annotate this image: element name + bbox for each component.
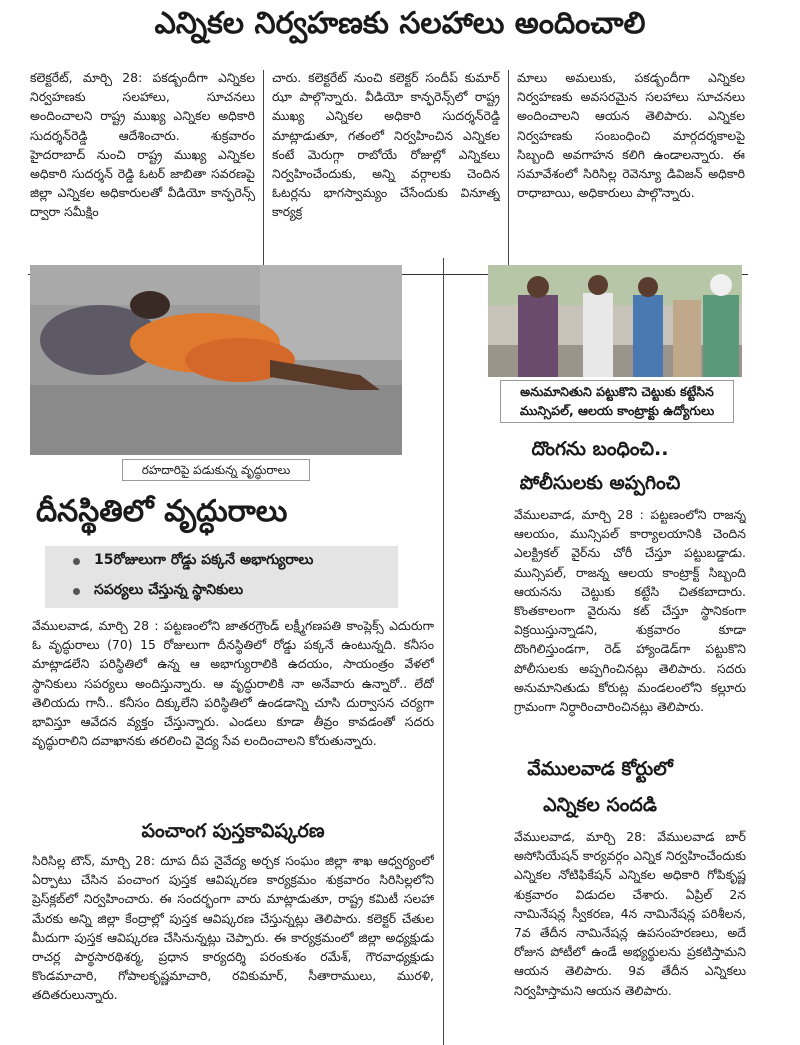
top-story-column-1 (30, 68, 255, 268)
top-story-column-2 (272, 68, 500, 268)
photo-caption-line: అనుమానితుని పట్టుకొని చెట్టుకు కట్టేసిన (520, 384, 714, 399)
top-story-column-3 (517, 68, 745, 268)
top-story-text-2: చారు. కలెక్టరేట్ నుంచి కలెక్టర్ సందీప్ కుమార్ ఝా పాల్గొన్నారు. వీడియో కాన్ఫరెన్స్‌లో రాష్ట్ర ముఖ్య ఎన్నికల అధికారి సుదర్శన్‌రెడ్డి మాట్లాడుతూ, గతంలో నిర్వహించిన ఎన్నికల కంటే మెరుగ్గా రాబోయే రోజుల్లో ఎన్నికలు నిర్వహించేందుకు, అన్ని వర్గాలకు చెందిన ఓటర్లను భాగస్వామ్యం చేసేందుకు వినూత్న కార్యక్ర (272, 70, 500, 220)
photo-illustration (30, 265, 402, 455)
top-story-text-3: మాలు అమలుకు, పకడ్బందీగా ఎన్నికల నిర్వహణకు అవసరమైన సలహాలు సూచనలు అందించాలని ఆయన తెలిపారు. ఎన్నికల నిర్వహణకు సంబంధించి మార్గదర్శకాలపై సిబ్బంది అవగాహన కలిగి ఉండాలన్నారు. ఈ సమావేశంలో సిరిసిల్ల రెవెన్యూ డివిజన్ అధికారి రాధాబాయి, అధికారులు పాల్గొన్నారు. (517, 70, 745, 201)
story-title: వేములవాడ కోర్టులో (527, 758, 673, 780)
group-of-men-photo (488, 265, 742, 377)
column-divider (443, 258, 444, 1045)
bullet-icon (73, 588, 80, 595)
photo-illustration (488, 265, 742, 377)
story-text: వేములవాడ, మార్చి 28 : పట్టణంలోని జాతరగ్రౌండ్ లక్ష్మీగణపతి కాంప్లెక్స్ ఎదురుగా ఓ వృద్ధురాలు (70) 15 రోజులుగా దీనస్థితిలో రోడ్డు పక్కనే ఉంటున్నది. కనీసం మాట్లాడలేని పరిస్థితిలో ఉన్న ఆ అభాగ్యురాలికి ఉదయం, సాయంత్రం వేళలో స్థానికులు సపర్యలు అందిస్తున్నారు. ఆ వృద్ధురాలికి నా అనేవారు ఉన్నారో.. లేదో తెలియదు గానీ.. కనీసం దిక్కులేని పరిస్థితిలో ఉండడాన్ని చూసి దుర్వాసన చర్యగా భావిస్తూ ఆవేదన వ్యక్తం చేస్తున్నారు. ఎండలు కూడా తీవ్రం కావడంతో సదరు వృద్ధురాలిని దవాఖానకు తరలించి వైద్య సేవ లందించాలని కోరుతున్నారు. (32, 618, 434, 749)
story-title: దొంగను బంధించి.. (531, 438, 669, 460)
story-text: వేములవాడ, మార్చి 28: వేములవాడ బార్ అసోసియేషన్ కార్యవర్గం ఎన్నిక నిర్వహించేందుకు ఎన్నికల నోటిఫికేషన్ ఎన్నికల అధికారి గోపికృష్ణ శుక్రవారం విడుదల చేశారు. ఏప్రిల్ 2న నామినేషన్ల స్వీకరణ, 4న నామినేషన్ల పరిశీలన, 7వ తేదీన నామినేషన్ల ఉపసంహరణలు, అదే రోజున పోటీలో ఉండే అభ్యర్థులను ప్రకటిస్తామని ఆయన తెలిపారు. 9వ తేదీన ఎన్నికలు నిర్వహిస్తామని ఆయన తెలిపారు. (514, 829, 746, 998)
story-title: ఎన్నికల సందడి (543, 794, 657, 816)
story-body (514, 505, 746, 745)
photo-caption: రహదారిపై పడుకున్న వృద్ధురాలు (122, 459, 310, 481)
highlight-text: 15రోజులుగా రోడ్డు పక్కనే అభాగ్యురాలు (94, 551, 314, 568)
top-story-text-1: కలెక్టరేట్, మార్చి 28: పకడ్బందీగా ఎన్నికల నిర్వహణకు సలహాలు, సూచనలు అందించాలని రాష్ట్ర ముఖ్య ఎన్నికల అధికారి సుదర్శన్‌రెడ్డి ఆదేశించారు. శుక్రవారం హైదరాబాద్ నుంచి రాష్ట్ర ముఖ్య ఎన్నికల అధికారి సుదర్శన్ రెడ్డి ఓటర్ జాబితా సవరణపై జిల్లా ఎన్నికల అధికారులతో వీడియో కాన్ఫరెన్స్ ద్వారా సమీక్షిం (30, 70, 255, 220)
column-divider (508, 70, 509, 266)
highlight-item (45, 546, 398, 576)
sub-story-body (32, 851, 434, 1045)
sub-story-title: పంచాంగ పుస్తకావిష్కరణ (141, 820, 325, 842)
story-title: దీనస్థితిలో వృద్ధురాలు (36, 494, 288, 529)
elderly-woman-photo (30, 265, 402, 455)
photo-caption (500, 380, 734, 423)
column-divider (263, 70, 264, 266)
highlights-box (45, 546, 398, 608)
story-body (514, 827, 746, 1045)
bullet-icon (73, 558, 80, 565)
photo-caption-line: మున్సిపల్, ఆలయ కాంట్రాక్టు ఉద్యోగులు (519, 403, 715, 418)
sub-story-text: సిరిసిల్ల టౌన్, మార్చి 28: దూప దీప నైవేద్య అర్చక సంఘం జిల్లా శాఖ ఆధ్వర్యంలో ఏర్పాటు చేసిన పంచాంగ పుస్తక ఆవిష్కరణ కార్యక్రమం శుక్రవారం సిరిసిల్లలోని ప్రెస్‌క్లబ్‌లో నిర్వహించారు. ఈ సందర్భంగా వారు మాట్లాడుతూ, రాష్ట్ర కమిటీ సలహా మేరకు అన్ని జిల్లా కేంద్రాల్లో పుస్తక ఆవిష్కరణ చేస్తున్నట్లు తెలిపారు. కలెక్టర్ చేతుల మీదుగా పుస్తక ఆవిష్కరణ చేసినున్నట్లు చెప్పారు. ఈ కార్యక్రమంలో జిల్లా అధ్యక్షుడు రాచర్ల పార్థసారథిశర్మ, ప్రధాన కార్యదర్శి పరంకుశం రమేశ్, గౌరవాధ్యక్షుడు కొండమాచారి, గోపాలకృష్ణమాచారి, రవికుమార్, సీతారాములు, మురళి, తదితరులున్నారు. (32, 853, 434, 1003)
highlight-item (45, 576, 398, 606)
story-title: పోలీసులకు అప్పగించి (519, 472, 681, 494)
story-body (32, 616, 434, 808)
highlight-text: సపర్యలు చేస్తున్న స్థానికులు (94, 581, 244, 598)
story-text: వేములవాడ, మార్చి 28 : పట్టణంలోని రాజన్న ఆలయం, మున్సిపల్ కార్యాలయానికి చెందిన ఎలక్ట్రికల్ వైర్‌ను చోరీ చేస్తూ పట్టుబడ్డాడు. మున్సిపల్, రాజన్న ఆలయ కాంట్రాక్ట్ సిబ్బంది ఆయనను చెట్టుకు కట్టేసి చితకబాదారు. కొంతకాలంగా వైరును కట్ చేస్తూ స్థానికంగా విక్రయిస్తున్నాడని, శుక్రవారం కూడా దొంగిలిస్తుండగా, రెడ్ హ్యాండెడ్‌గా పట్టుకొని పోలీసులకు అప్పగించినట్లు తెలిపారు. సదరు అనుమానితుడు కోరుట్ల మండలంలోని కల్లూరు గ్రామంగా నిర్ధారించారించినట్లు తెలిపారు. (514, 507, 746, 715)
page-headline: ఎన్నికల నిర్వహణకు సలహాలు అందించాలి (154, 6, 646, 41)
